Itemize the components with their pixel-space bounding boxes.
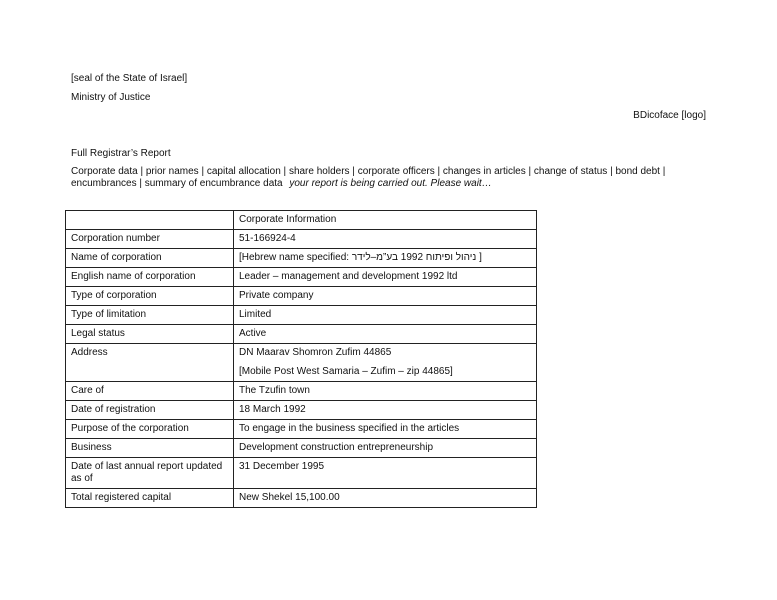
row-label: Address — [66, 344, 234, 382]
row-label: Legal status — [66, 325, 234, 344]
row-value: Private company — [234, 287, 537, 306]
table-header-row — [66, 211, 537, 230]
nav-link-prior-names[interactable]: prior names — [145, 166, 199, 177]
table-row — [66, 268, 537, 287]
ministry-name: Ministry of Justice — [71, 92, 151, 103]
nav-link-encumbrances[interactable]: encumbrances — [71, 178, 137, 189]
row-value — [234, 344, 537, 382]
row-value: Development construction entrepreneurship — [234, 439, 537, 458]
nav-link-change-of-status[interactable]: change of status — [533, 166, 608, 177]
address-line: DN Maarav Shomron Zufim 44865 — [239, 347, 392, 358]
report-sections-nav — [71, 166, 721, 190]
row-value: 51-166924-4 — [234, 230, 537, 249]
row-value: New Shekel 15,100.00 — [234, 489, 537, 508]
row-label: Type of corporation — [66, 287, 234, 306]
row-value: The Tzufin town — [234, 382, 537, 401]
table-row — [66, 344, 537, 382]
nav-link-corporate-officers[interactable]: corporate officers — [357, 166, 435, 177]
table-row — [66, 287, 537, 306]
separator: | — [198, 166, 207, 177]
row-value — [234, 249, 537, 268]
row-value: 18 March 1992 — [234, 401, 537, 420]
bdicoface-logo: BDicoface [logo] — [633, 110, 706, 121]
table-row — [66, 325, 537, 344]
row-label: Care of — [66, 382, 234, 401]
separator: | — [137, 166, 146, 177]
separator: | — [434, 166, 443, 177]
nav-link-bond-debt[interactable]: bond debt — [615, 166, 660, 177]
row-label: English name of corporation — [66, 268, 234, 287]
row-value: 31 December 1995 — [234, 458, 537, 489]
separator: | — [136, 178, 145, 189]
row-label: Purpose of the corporation — [66, 420, 234, 439]
nav-link-corporate-data[interactable]: Corporate data — [71, 166, 138, 177]
separator: | — [607, 166, 616, 177]
table-row — [66, 489, 537, 508]
separator: | — [525, 166, 534, 177]
row-label: Business — [66, 439, 234, 458]
table-row — [66, 458, 537, 489]
table-header-cell: Corporate Information — [234, 211, 537, 230]
row-label: Name of corporation — [66, 249, 234, 268]
row-value: Limited — [234, 306, 537, 325]
row-label: Corporation number — [66, 230, 234, 249]
separator: | — [280, 166, 289, 177]
row-value: Active — [234, 325, 537, 344]
row-value: To engage in the business specified in the articles — [234, 420, 537, 439]
nav-link-share-holders[interactable]: share holders — [288, 166, 350, 177]
row-value: Leader – management and development 1992 ltd — [234, 268, 537, 287]
table-row — [66, 382, 537, 401]
separator: | — [349, 166, 358, 177]
nav-link-summary-of-encumbrance-data[interactable]: summary of encumbrance data — [144, 178, 283, 189]
table-row — [66, 439, 537, 458]
hebrew-name-suffix: ] — [479, 252, 482, 263]
row-label: Date of last annual report updated as of — [66, 458, 234, 489]
row-label: Total registered capital — [66, 489, 234, 508]
hebrew-name: ניהול ופיתוח 1992 בע”מ–לידר — [351, 252, 477, 263]
nav-link-changes-in-articles[interactable]: changes in articles — [442, 166, 526, 177]
separator: | — [659, 166, 666, 177]
corporate-information-table — [65, 210, 537, 508]
hebrew-name-prefix: [Hebrew name specified: — [239, 252, 350, 263]
nav-link-capital-allocation[interactable]: capital allocation — [206, 166, 281, 177]
table-row — [66, 420, 537, 439]
page-title: Full Registrar’s Report — [71, 148, 171, 159]
table-row — [66, 306, 537, 325]
row-label: Date of registration — [66, 401, 234, 420]
table-header-empty-cell — [66, 211, 234, 230]
seal-placeholder: [seal of the State of Israel] — [71, 73, 188, 84]
table-row — [66, 230, 537, 249]
table-row — [66, 249, 537, 268]
table-row — [66, 401, 537, 420]
loading-status-message: your report is being carried out. Please wait… — [289, 178, 492, 189]
address-mobile-post-line: [Mobile Post West Samaria – Zufim – zip 44865] — [239, 366, 453, 377]
row-label: Type of limitation — [66, 306, 234, 325]
